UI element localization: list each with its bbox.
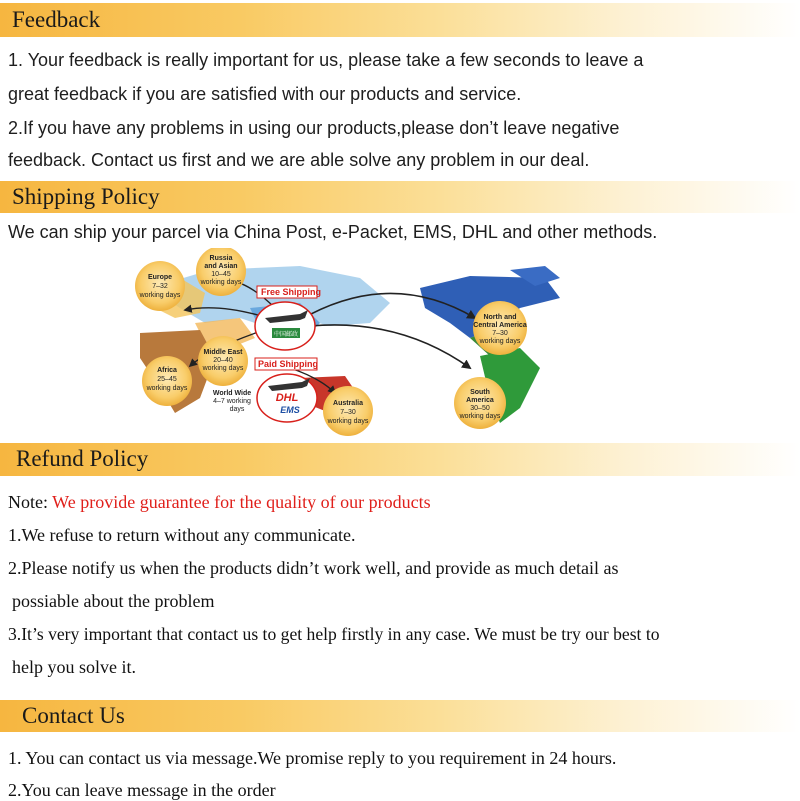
region-bubble-russia: [196, 248, 246, 296]
region-name: South: [470, 389, 490, 396]
region-unit: days: [229, 406, 245, 413]
china-post-logo: 中国邮政: [273, 331, 299, 338]
region-name: Russia: [209, 255, 233, 262]
region-bubble-australia: [323, 386, 373, 436]
ems-logo: EMS: [280, 405, 300, 415]
region-name-2: Central America: [473, 322, 527, 329]
region-time: 4–7 working: [213, 398, 251, 405]
region-name-2: and Asian: [204, 263, 238, 270]
refund-title: Refund Policy: [16, 446, 149, 471]
refund-line-5: help you solve it.: [12, 657, 136, 677]
region-time: 7–30: [492, 330, 508, 337]
refund-header-bar: [0, 443, 800, 476]
region-name: Africa: [157, 367, 177, 374]
region-unit: working days: [459, 413, 501, 420]
feedback-line-2: great feedback if you are satisfied with our products and service.: [8, 84, 522, 104]
feedback-line-1: 1. Your feedback is really important for us, please take a few seconds to leave a: [8, 50, 644, 70]
feedback-line-4: feedback. Contact us first and we are able solve any problem in our deal.: [8, 150, 590, 170]
region-bubble-africa: [142, 356, 192, 406]
region-name-2: America: [466, 397, 494, 404]
paid-shipping-label: Paid Shipping: [258, 359, 318, 369]
refund-line-2: 2.Please notify us when the products didn’t work well, and provide as much detail as: [8, 558, 619, 578]
contact-header-bar: [0, 700, 800, 732]
region-name: Middle East: [203, 349, 243, 356]
refund-note-prefix: Note:: [8, 492, 53, 512]
region-time: 25–45: [157, 376, 177, 383]
region-bubble-middle-east: [198, 336, 248, 386]
region-bubble-south-america: [454, 377, 506, 429]
region-time: 7–30: [340, 409, 356, 416]
feedback-line-3: 2.If you have any problems in using our products,please don’t leave negative: [8, 118, 620, 138]
dhl-logo: DHL: [275, 392, 299, 404]
contact-line-1: 1. You can contact us via message.We promise reply to you requirement in 24 hours.: [8, 748, 617, 768]
region-unit: working days: [202, 365, 244, 372]
arrow-south-america: [310, 325, 470, 368]
region-unit: working days: [139, 292, 181, 299]
region-unit: working days: [146, 385, 188, 392]
region-name: North and: [483, 314, 517, 321]
feedback-title: Feedback: [12, 7, 101, 32]
region-time: 20–40: [213, 357, 233, 364]
shipping-title: Shipping Policy: [12, 184, 160, 209]
shipping-line: We can ship your parcel via China Post, e-Packet, EMS, DHL and other methods.: [8, 222, 658, 242]
region-time: 30–50: [470, 405, 490, 412]
region-unit: working days: [327, 418, 369, 425]
region-unit: working days: [200, 279, 242, 286]
contact-line-2: 2.You can leave message in the order: [8, 780, 276, 800]
region-unit: working days: [479, 338, 521, 345]
feedback-header-bar: [0, 3, 800, 37]
region-name: World Wide: [212, 390, 252, 397]
free-shipping-badge: [255, 286, 321, 350]
region-time: 10–45: [211, 271, 231, 278]
refund-note-highlight: We provide guarantee for the quality of our products: [52, 492, 431, 512]
contact-title: Contact Us: [22, 703, 125, 728]
region-time: 7–32: [152, 283, 168, 290]
region-name: Australia: [333, 400, 363, 407]
refund-line-3: possiable about the problem: [12, 591, 215, 611]
region-bubble-europe: [135, 261, 185, 311]
region-name: Europe: [147, 274, 173, 281]
refund-line-4: 3.It’s very important that contact us to get help firstly in any case. We must be try our best to: [8, 624, 660, 644]
shipping-world-map: [0, 248, 800, 438]
region-bubble-north-america: [473, 301, 527, 355]
refund-note: [8, 492, 431, 513]
free-shipping-label: Free Shipping: [261, 287, 322, 297]
shipping-header-bar: [0, 181, 800, 213]
region-world-wide: [213, 390, 251, 413]
paid-shipping-badge: [255, 358, 318, 422]
refund-line-1: 1.We refuse to return without any communicate.: [8, 525, 356, 545]
